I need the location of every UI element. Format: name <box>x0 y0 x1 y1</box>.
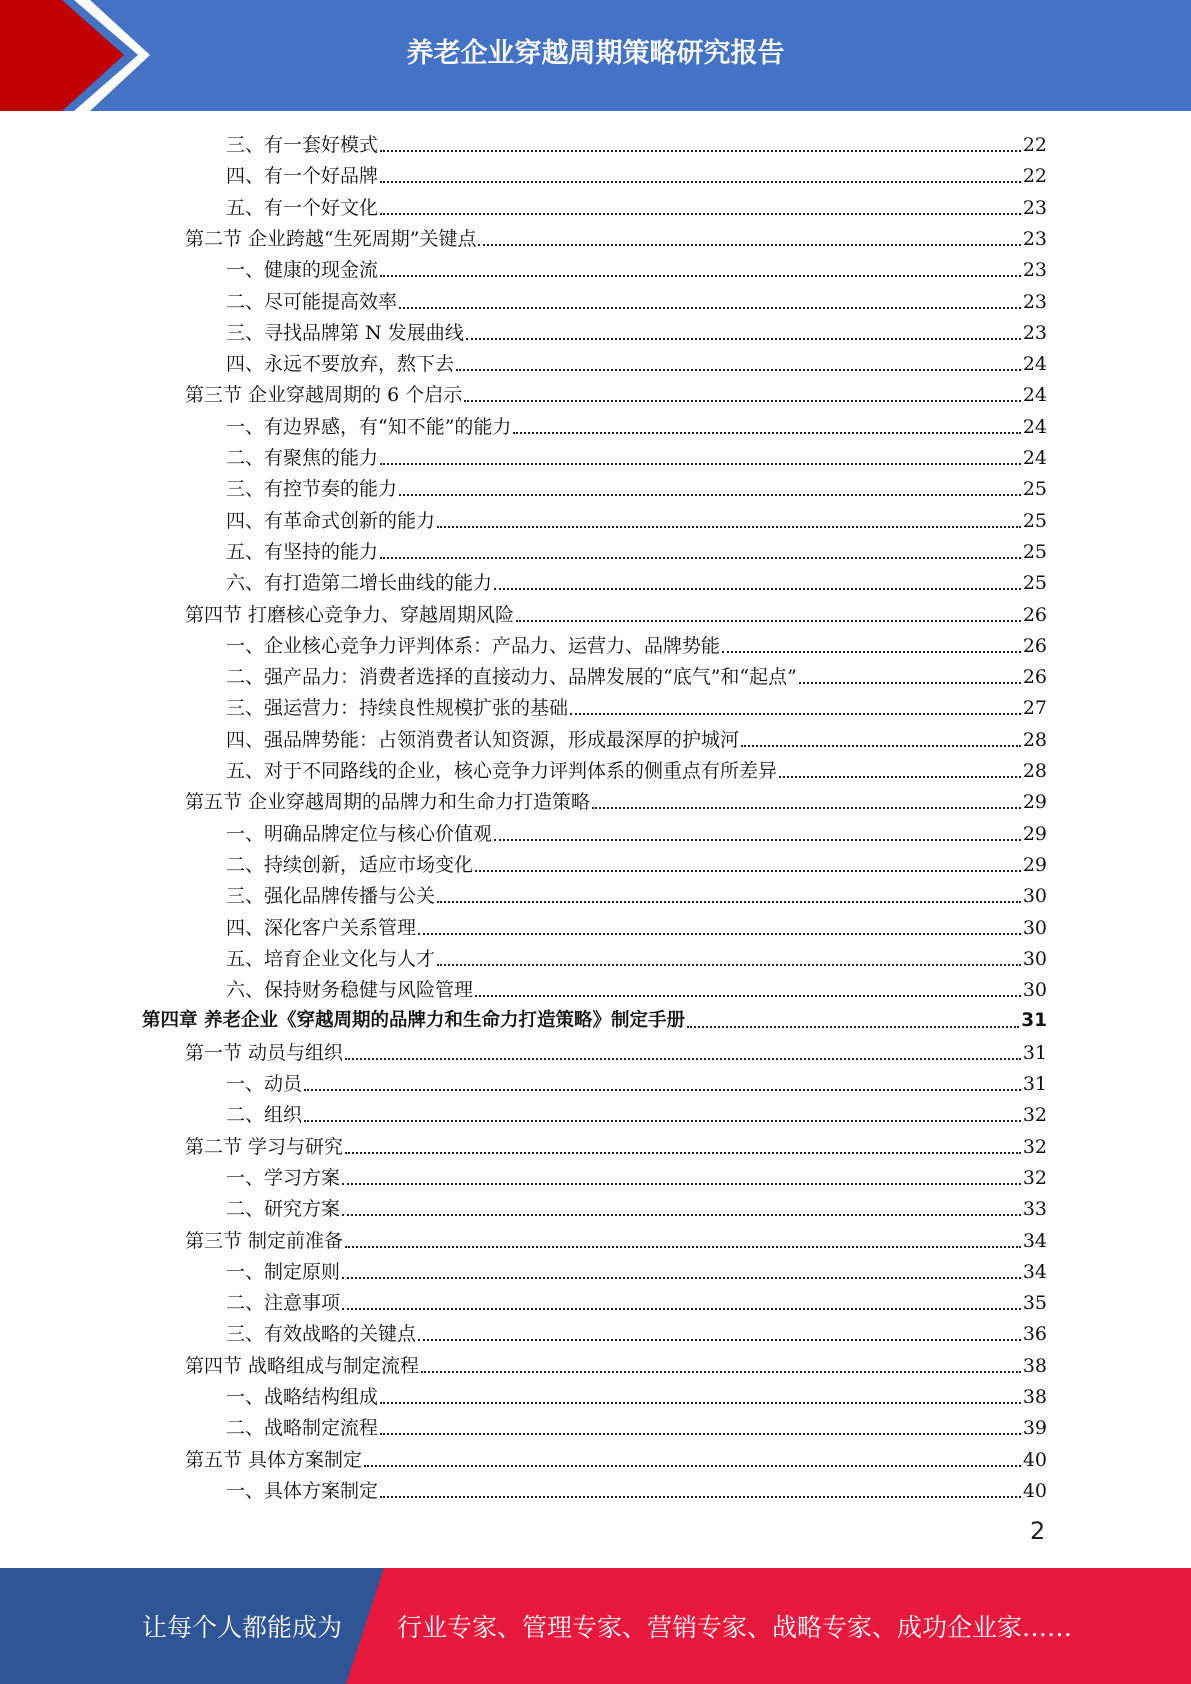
toc-entry-label: 第三节 企业穿越周期的 6 个启示 <box>185 384 463 407</box>
toc-dot-leader <box>418 1339 1021 1341</box>
toc-entry-label: 五、有一个好文化 <box>226 196 379 219</box>
toc-entry-page: 30 <box>1022 885 1047 908</box>
toc-entry-label: 第一节 动员与组织 <box>185 1041 344 1064</box>
toc-dot-leader <box>342 1308 1021 1310</box>
page-number: 2 <box>1030 1517 1046 1545</box>
toc-entry-page: 38 <box>1022 1354 1047 1377</box>
toc-dot-leader <box>380 181 1021 183</box>
toc-entry-page: 23 <box>1022 290 1047 313</box>
toc-entry-page: 28 <box>1022 760 1047 782</box>
toc-entry-page: 24 <box>1022 447 1047 469</box>
toc-dot-leader <box>464 400 1021 402</box>
toc-entry-label: 一、战略结构组成 <box>226 1386 379 1408</box>
toc-entry-page: 23 <box>1022 227 1047 250</box>
toc-entry-page: 27 <box>1022 697 1047 720</box>
toc-entry-label: 二、战略制定流程 <box>226 1417 379 1440</box>
toc-entry-label: 二、有聚焦的能力 <box>226 447 379 469</box>
toc-entry-page: 23 <box>1022 259 1047 282</box>
toc-dot-leader <box>799 682 1021 684</box>
toc-entry[interactable] <box>226 877 1047 908</box>
toc-dot-leader <box>399 494 1021 496</box>
toc-entry[interactable] <box>185 1441 1047 1472</box>
toc-entry[interactable] <box>226 940 1047 971</box>
toc-entry[interactable] <box>226 1409 1047 1440</box>
toc-entry-page: 30 <box>1022 947 1047 970</box>
toc-entry-page: 24 <box>1022 384 1047 407</box>
toc-dot-leader <box>494 588 1021 590</box>
toc-entry-label: 一、具体方案制定 <box>226 1479 379 1502</box>
toc-entry[interactable] <box>226 470 1047 501</box>
toc-entry[interactable] <box>226 251 1047 282</box>
toc-entry-label: 三、强运营力：持续良性规模扩张的基础 <box>226 697 569 720</box>
toc-entry[interactable] <box>226 283 1047 314</box>
toc-entry-page: 23 <box>1022 321 1047 344</box>
toc-dot-leader <box>437 901 1021 903</box>
toc-dot-leader <box>342 1277 1021 1279</box>
toc-entry-label: 二、组织 <box>226 1104 303 1127</box>
toc-dot-leader <box>466 338 1021 340</box>
toc-entry-label: 一、明确品牌定位与核心价值观 <box>226 822 493 845</box>
toc-entry-label: 六、有打造第二增长曲线的能力 <box>226 572 493 595</box>
toc-entry[interactable] <box>185 1034 1047 1065</box>
toc-entry-label: 四、强品牌势能：占领消费者认知资源，形成最深厚的护城河 <box>226 728 740 751</box>
toc-entry-page: 22 <box>1022 165 1047 188</box>
toc-dot-leader <box>456 369 1021 371</box>
toc-entry-page: 24 <box>1022 415 1047 438</box>
toc-entry-label: 第三节 制定前准备 <box>185 1229 344 1252</box>
toc-dot-leader <box>364 1465 1021 1467</box>
toc-entry-page: 23 <box>1022 196 1047 219</box>
toc-entry-page: 33 <box>1022 1198 1047 1221</box>
toc-entry-page: 40 <box>1022 1448 1047 1471</box>
toc-entry-page: 32 <box>1022 1104 1047 1127</box>
toc-entry-page: 30 <box>1022 979 1047 1002</box>
toc-entry-page: 32 <box>1022 1166 1047 1189</box>
toc-entry[interactable] <box>226 752 1047 783</box>
toc-entry[interactable] <box>226 408 1047 439</box>
toc-dot-leader <box>304 1120 1021 1122</box>
toc-dot-leader <box>494 839 1021 841</box>
toc-entry[interactable] <box>185 1128 1047 1159</box>
toc-entry-page: 36 <box>1022 1323 1047 1346</box>
toc-entry-page: 40 <box>1022 1479 1047 1502</box>
toc-dot-leader <box>345 1246 1021 1248</box>
toc-entry-label: 五、有坚持的能力 <box>226 540 379 563</box>
toc-entry[interactable] <box>226 1378 1047 1409</box>
footer-slogan-left: 让每个人都能成为 <box>142 1613 343 1642</box>
toc-entry-label: 二、持续创新，适应市场变化 <box>226 853 474 876</box>
toc-entry-label: 一、健康的现金流 <box>226 259 379 282</box>
toc-entry-label: 六、保持财务稳健与风险管理 <box>226 979 474 1002</box>
toc-entry-page: 26 <box>1022 634 1047 657</box>
toc-entry[interactable] <box>185 1347 1047 1378</box>
toc-entry[interactable] <box>226 564 1047 595</box>
toc-entry[interactable] <box>226 846 1047 877</box>
toc-entry-page: 26 <box>1022 603 1047 626</box>
toc-entry-label: 一、有边界感，有“知不能”的能力 <box>226 415 512 438</box>
toc-entry[interactable] <box>226 1096 1047 1127</box>
toc-entry-page: 31 <box>1021 1010 1047 1032</box>
toc-entry-label: 四、有一个好品牌 <box>226 165 379 188</box>
toc-entry-label: 一、制定原则 <box>226 1260 341 1283</box>
toc-entry-page: 25 <box>1022 478 1047 501</box>
toc-entry-label: 四、深化客户关系管理 <box>226 916 417 939</box>
toc-entry[interactable] <box>226 157 1047 188</box>
toc-dot-leader <box>722 651 1021 653</box>
toc-entry-page: 25 <box>1022 572 1047 595</box>
toc-entry-label: 五、培育企业文化与人才 <box>226 947 436 970</box>
toc-entry-page: 29 <box>1022 822 1047 845</box>
toc-entry[interactable] <box>226 1065 1047 1096</box>
toc-dot-leader <box>380 150 1021 152</box>
toc-entry-label: 三、有一套好模式 <box>226 134 379 156</box>
toc-entry-page: 24 <box>1022 353 1047 376</box>
toc-dot-leader <box>516 620 1021 622</box>
toc-entry-page: 32 <box>1022 1135 1047 1158</box>
toc-entry-page: 30 <box>1022 916 1047 939</box>
toc-entry[interactable] <box>226 1253 1047 1284</box>
toc-entry-page: 35 <box>1022 1292 1047 1315</box>
toc-dot-leader <box>380 557 1021 559</box>
toc-entry-label: 第四节 打磨核心竞争力、穿越周期风险 <box>185 603 515 626</box>
toc-dot-leader <box>380 1496 1021 1498</box>
toc-entry-page: 29 <box>1022 791 1047 814</box>
toc-entry-label: 四、有革命式创新的能力 <box>226 509 436 532</box>
toc-entry[interactable] <box>226 533 1047 564</box>
toc-entry-label: 二、强产品力：消费者选择的直接动力、品牌发展的“底气”和“起点” <box>226 666 797 689</box>
toc-dot-leader <box>380 1433 1021 1435</box>
toc-entry[interactable] <box>226 971 1047 1002</box>
toc-entry[interactable] <box>142 1002 1047 1033</box>
toc-entry[interactable] <box>185 376 1047 407</box>
toc-entry-page: 34 <box>1022 1229 1047 1252</box>
toc-entry-page: 25 <box>1022 540 1047 563</box>
toc-entry-label: 四、永远不要放弃，熬下去 <box>226 353 455 376</box>
toc-entry-page: 31 <box>1022 1041 1047 1064</box>
footer-slogan-right: 行业专家、管理专家、营销专家、战略专家、成功企业家…… <box>397 1613 1073 1642</box>
toc-entry-label: 一、学习方案 <box>226 1166 341 1189</box>
toc-entry-label: 三、寻找品牌第 N 发展曲线 <box>226 321 464 344</box>
toc-entry[interactable] <box>226 314 1047 345</box>
toc-entry-label: 一、企业核心竞争力评判体系：产品力、运营力、品牌势能 <box>226 634 721 657</box>
toc-entry[interactable] <box>185 596 1047 627</box>
toc-dot-leader <box>437 964 1021 966</box>
toc-entry[interactable] <box>226 815 1047 846</box>
toc-entry-label: 第五节 具体方案制定 <box>185 1448 363 1471</box>
toc-entry-label: 二、注意事项 <box>226 1292 341 1315</box>
toc-entry[interactable] <box>226 1315 1047 1346</box>
toc-dot-leader <box>570 713 1021 715</box>
toc-dot-leader <box>592 807 1021 809</box>
toc-entry-page: 28 <box>1022 728 1047 751</box>
toc-dot-leader <box>418 933 1021 935</box>
toc-entry-label: 三、有控节奏的能力 <box>226 478 398 501</box>
toc-entry-label: 第二节 学习与研究 <box>185 1135 344 1158</box>
toc-entry[interactable] <box>226 1159 1047 1190</box>
toc-dot-leader <box>437 526 1021 528</box>
toc-entry[interactable] <box>185 220 1047 251</box>
toc-entry-page: 26 <box>1022 666 1047 689</box>
toc-entry[interactable] <box>226 189 1047 220</box>
toc-entry-page: 38 <box>1022 1386 1047 1408</box>
toc-entry-label: 第四章 养老企业《穿越周期的品牌力和生命力打造策略》制定手册 <box>142 1010 685 1032</box>
toc-dot-leader <box>345 1058 1021 1060</box>
toc-entry-page: 25 <box>1022 509 1047 532</box>
toc-dot-leader <box>741 745 1021 747</box>
header-banner <box>0 0 1191 111</box>
toc-entry-label: 二、研究方案 <box>226 1198 341 1221</box>
toc-entry-page: 22 <box>1022 134 1047 156</box>
toc-entry[interactable] <box>226 721 1047 752</box>
toc-dot-leader <box>475 995 1021 997</box>
toc-entry-label: 一、动员 <box>226 1073 303 1095</box>
toc-entry[interactable] <box>226 126 1047 157</box>
toc-entry[interactable] <box>226 627 1047 658</box>
toc-dot-leader <box>380 213 1021 215</box>
toc-entry[interactable] <box>226 439 1047 470</box>
toc-entry-label: 五、对于不同路线的企业，核心竞争力评判体系的侧重点有所差异 <box>226 760 778 782</box>
toc-dot-leader <box>380 463 1021 465</box>
toc-dot-leader <box>779 776 1021 778</box>
toc-dot-leader <box>304 1089 1021 1091</box>
toc-entry-page: 39 <box>1022 1417 1047 1440</box>
toc-dot-leader <box>342 1183 1021 1185</box>
toc-dot-leader <box>475 870 1021 872</box>
toc-entry-label: 第四节 战略组成与制定流程 <box>185 1354 420 1377</box>
toc-entry-label: 第二节 企业跨越“生死周期”关键点 <box>185 227 477 250</box>
toc-entry[interactable] <box>226 909 1047 940</box>
toc-entry[interactable] <box>226 1472 1047 1503</box>
toc-entry[interactable] <box>226 1190 1047 1221</box>
toc-entry[interactable] <box>226 345 1047 376</box>
toc-entry-label: 第五节 企业穿越周期的品牌力和生命力打造策略 <box>185 791 591 814</box>
toc-dot-leader <box>687 1026 1019 1028</box>
toc-dot-leader <box>399 307 1021 309</box>
toc-dot-leader <box>380 275 1021 277</box>
toc-entry-label: 三、强化品牌传播与公关 <box>226 885 436 908</box>
report-title: 养老企业穿越周期策略研究报告 <box>406 37 785 69</box>
toc-dot-leader <box>345 1152 1021 1154</box>
toc-dot-leader <box>478 244 1020 246</box>
toc-entry-page: 31 <box>1022 1073 1047 1095</box>
toc-entry-page: 29 <box>1022 853 1047 876</box>
toc-dot-leader <box>380 1402 1021 1404</box>
toc-entry[interactable] <box>226 502 1047 533</box>
toc-entry[interactable] <box>185 1222 1047 1253</box>
toc-entry[interactable] <box>226 658 1047 689</box>
toc-entry[interactable] <box>185 783 1047 814</box>
toc-dot-leader <box>513 432 1020 434</box>
toc-entry-page: 34 <box>1022 1260 1047 1283</box>
toc-entry-label: 二、尽可能提高效率 <box>226 290 398 313</box>
footer-banner <box>0 1568 1191 1684</box>
toc-dot-leader <box>421 1371 1021 1373</box>
toc-entry-label: 三、有效战略的关键点 <box>226 1323 417 1346</box>
toc-entry[interactable] <box>226 689 1047 720</box>
toc-entry[interactable] <box>226 1284 1047 1315</box>
toc-dot-leader <box>342 1214 1021 1216</box>
